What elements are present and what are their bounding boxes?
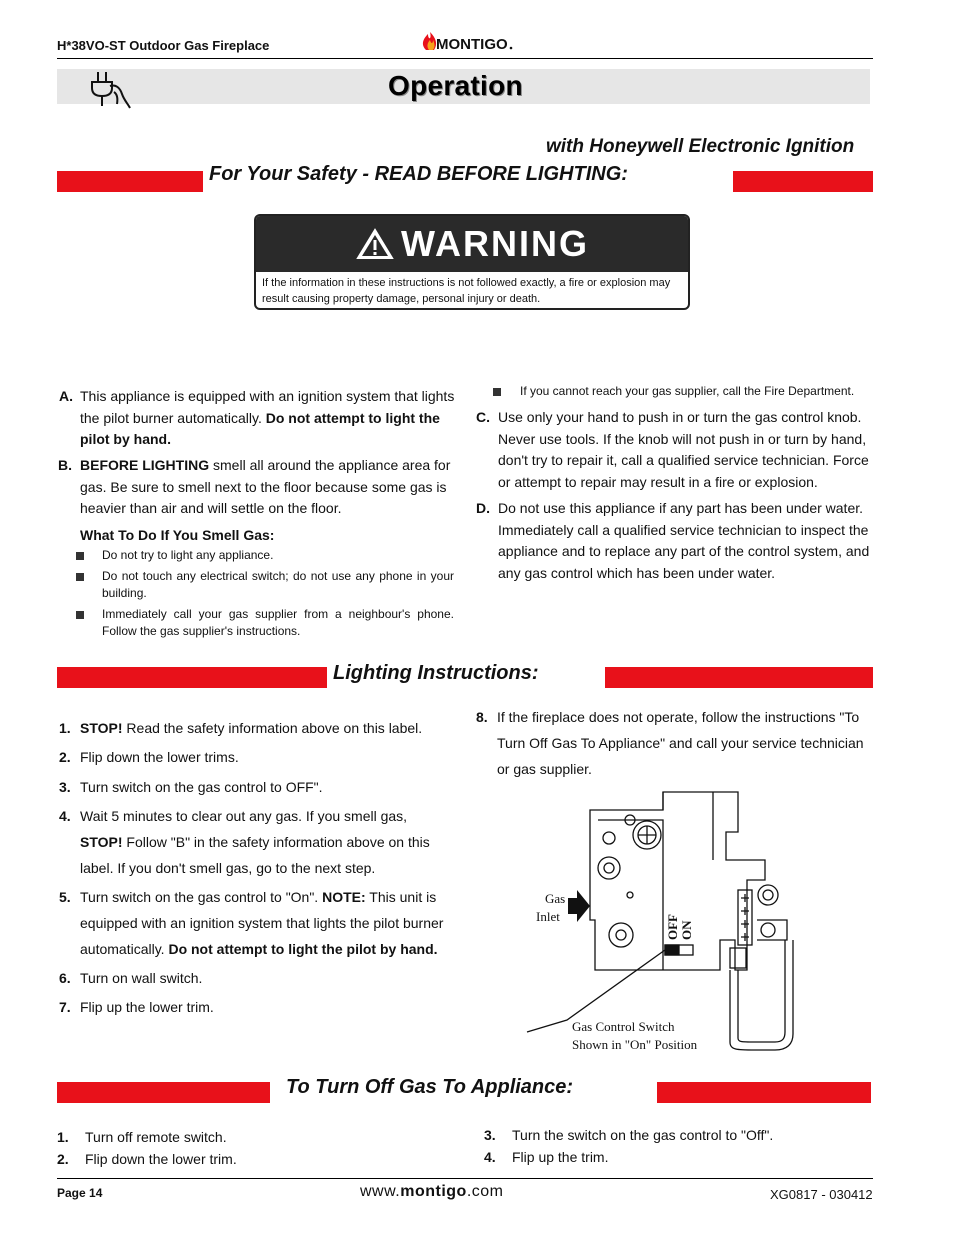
lighting-step-7: Flip up the lower trim. <box>80 999 214 1015</box>
step-text: Read the safety information above on this label. <box>122 720 423 736</box>
warning-title: WARNING <box>401 223 589 264</box>
plug-hand-icon <box>84 68 136 110</box>
lighting-step-5 <box>80 884 460 962</box>
warning-box <box>254 214 690 310</box>
step-text: Wait 5 minutes to clear out any gas. If you smell gas, <box>80 808 408 824</box>
item-b-text <box>80 455 455 520</box>
red-bar-right <box>733 171 873 192</box>
turnoff-step-3: Turn the switch on the gas control to "Off". <box>512 1127 774 1143</box>
lighting-step-2: Flip down the lower trims. <box>80 749 239 765</box>
url-suffix: .com <box>466 1183 504 1200</box>
red-bar-left <box>57 667 327 688</box>
step-number: 1. <box>57 1129 69 1145</box>
url-brand: montigo <box>400 1183 467 1200</box>
step-number: 4. <box>59 808 71 824</box>
smell-gas-heading: What To Do If You Smell Gas: <box>80 527 275 543</box>
item-b-label: B. <box>58 457 72 473</box>
bullet-square <box>76 573 84 581</box>
turn-off-heading: To Turn Off Gas To Appliance: <box>286 1076 574 1098</box>
url-prefix: www. <box>360 1183 401 1200</box>
step-number: 2. <box>59 749 71 765</box>
warning-text: If the information in these instructions is not followed exactly, a fire or explosion may result causing property damage, personal injury or death. <box>262 277 671 305</box>
item-c-label: C. <box>476 409 490 425</box>
bullet-square <box>76 552 84 560</box>
banner-title: Operation <box>388 70 523 101</box>
lighting-step-1 <box>80 715 460 741</box>
stop-bold: STOP! <box>80 720 123 736</box>
subtitle: with Honeywell Electronic Ignition <box>546 136 855 157</box>
lighting-step-6: Turn on wall switch. <box>80 970 203 986</box>
diagram-caption-2: Shown in "On" Position <box>572 1037 698 1052</box>
step-number: 5. <box>59 889 71 905</box>
montigo-logo <box>418 28 518 54</box>
lighting-heading: Lighting Instructions: <box>333 662 539 684</box>
item-a-label: A. <box>59 388 73 404</box>
website-url <box>360 1183 504 1201</box>
smell-bullet-2: Do not touch any electrical switch; do not use any phone in your building. <box>102 569 454 600</box>
step-text: This unit is equipped with an ignition system that lights the pilot burner automatically. <box>80 889 444 957</box>
document-code: XG0817 - 030412 <box>770 1187 873 1202</box>
smell-bullet-3: Immediately call your gas supplier from a neighbour's phone. Follow the gas supplier's instructions. <box>102 607 454 638</box>
lighting-step-4 <box>80 803 460 881</box>
warning-bold: Do not attempt to light the pilot by hand. <box>168 941 438 957</box>
smell-bullet-4: If you cannot reach your gas supplier, call the Fire Department. <box>520 384 855 398</box>
item-b-bold: BEFORE LIGHTING <box>80 457 210 473</box>
stop-bold: STOP! <box>80 834 123 850</box>
step-number: 3. <box>484 1127 496 1143</box>
document-title: H*38VO-ST Outdoor Gas Fireplace <box>57 38 270 53</box>
warning-triangle-icon <box>355 227 395 261</box>
inlet-label-gas: Gas <box>545 891 566 906</box>
item-a-body: This appliance is equipped with an ignition system that lights the pilot burner automatically. <box>80 388 455 426</box>
step-number: 7. <box>59 999 71 1015</box>
red-bar-left <box>57 1082 270 1103</box>
step-number: 1. <box>59 720 71 736</box>
step-number: 4. <box>484 1149 496 1165</box>
item-c-text: Use only your hand to push in or turn the gas control knob. Never use tools. If the knob will not push in or turn by hand, don't try to repair it, call a qualified service technician. Force or attempt to repair may result in a fire or explosion. <box>498 409 869 490</box>
bullet-square <box>493 388 501 396</box>
step-number: 3. <box>59 779 71 795</box>
turnoff-step-4: Flip up the trim. <box>512 1149 609 1165</box>
step-text: Turn switch on the gas control to "On". <box>80 889 323 905</box>
smell-bullet-1: Do not try to light any appliance. <box>102 548 274 562</box>
step-text: Follow "B" in the safety information above on this label. If you don't smell gas, go to the next step. <box>80 834 430 876</box>
note-bold: NOTE: <box>322 889 366 905</box>
gas-control-diagram <box>525 790 805 1060</box>
item-a-text <box>80 386 455 451</box>
page-number: Page 14 <box>57 1186 103 1200</box>
warning-header <box>256 216 688 272</box>
step-number: 6. <box>59 970 71 986</box>
item-a-bold: Do not attempt to light the pilot by hand. <box>80 409 440 447</box>
switch-on-label: ON <box>679 920 694 940</box>
inlet-label-inlet: Inlet <box>536 909 560 924</box>
switch-off-label: OFF <box>665 914 680 940</box>
diagram-caption-1: Gas Control Switch <box>572 1019 675 1034</box>
red-bar-right <box>605 667 873 688</box>
header-rule <box>57 58 873 59</box>
lighting-step-8: If the fireplace does not operate, follow the instructions "To Turn Off Gas To Appliance" and call your service technician or gas supplier. <box>497 709 864 777</box>
svg-text:MONTIGO: MONTIGO <box>436 36 508 53</box>
bullet-square <box>76 611 84 619</box>
turnoff-step-1: Turn off remote switch. <box>85 1129 227 1145</box>
safety-heading: For Your Safety - READ BEFORE LIGHTING: <box>209 163 628 185</box>
footer-rule <box>57 1178 873 1179</box>
item-d-text: Do not use this appliance if any part has been under water. Immediately call a qualified service technician to inspect the appliance and to replace any part of the control system, and any gas control which has been under water. <box>498 500 870 581</box>
step-number: 8. <box>476 709 488 725</box>
item-d-label: D. <box>476 500 490 516</box>
lighting-step-3: Turn switch on the gas control to OFF". <box>80 779 323 795</box>
step-number: 2. <box>57 1151 69 1167</box>
red-bar-right <box>657 1082 871 1103</box>
turnoff-step-2: Flip down the lower trim. <box>85 1151 237 1167</box>
item-b-body: smell all around the appliance area for gas. Be sure to smell next to the floor because some gas is heavier than air and will settle on the floor. <box>80 457 451 516</box>
red-bar-left <box>57 171 203 192</box>
